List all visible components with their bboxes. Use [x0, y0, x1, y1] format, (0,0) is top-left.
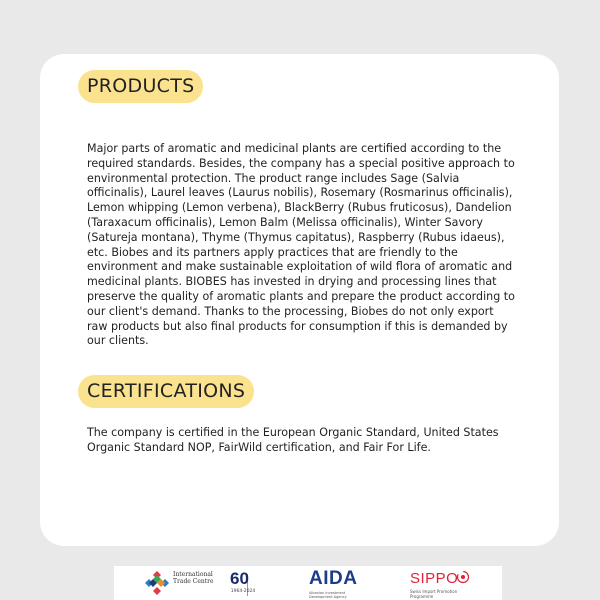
certifications-body: The company is certified in the European Organic Standard, United States Organic Standard NOP, FairWild certification, and Fair For Life. — [87, 426, 499, 454]
products-body: Major parts of aromatic and medicinal plants are certified according to the required standards. Besides, the company has a special positive approach to environmental protection. The product range includes Sage (Salvia officinalis), Laurel leaves (Laurus nobilis), Rosemary (Rosmarinus officinalis), Lemon whipping (Lemon verbena), BlackBerry (Rubus fruticosus), Dandelion (Taraxacum officinalis), Lemon Balm (Melissa officinalis), Winter Savory (Satureja montana), Thyme (Thymus capitatus), Raspberry (Rubus idaeus), etc. Biobes and its partners apply practices that are friendly to the environment and make sustainable exploitation of wild flora of aromatic and medicinal plants. BIOBES has invested in drying and processing lines that preserve the quality of aromatic plants and prepare the product according to our client's demand. Thanks to the processing, Biobes do not only export raw products but also final products for consumption if this is demanded by our clients. — [87, 142, 515, 348]
aida-wordmark: AIDA — [309, 568, 358, 589]
aida-logo — [309, 569, 364, 597]
sippo-subtitle: Swiss Import Promotion Programme — [410, 589, 458, 599]
anniversary-years: 1964-2024 — [230, 589, 256, 594]
sippo-logo — [410, 569, 476, 597]
sippo-swirl-icon — [456, 570, 470, 584]
aida-subtitle: Albanian Investment Development Agency — [309, 591, 347, 599]
anniversary-logo — [228, 569, 268, 597]
partner-logos-bar — [114, 566, 502, 600]
anniversary-number: 60 — [230, 569, 249, 588]
itc-mark-icon — [144, 570, 170, 596]
content-card — [40, 54, 559, 546]
certifications-heading: CERTIFICATIONS — [78, 375, 254, 408]
sippo-wordmark: SIPPO — [410, 570, 459, 587]
products-heading: PRODUCTS — [78, 70, 203, 103]
itc-name: International Trade Centre — [173, 571, 214, 585]
